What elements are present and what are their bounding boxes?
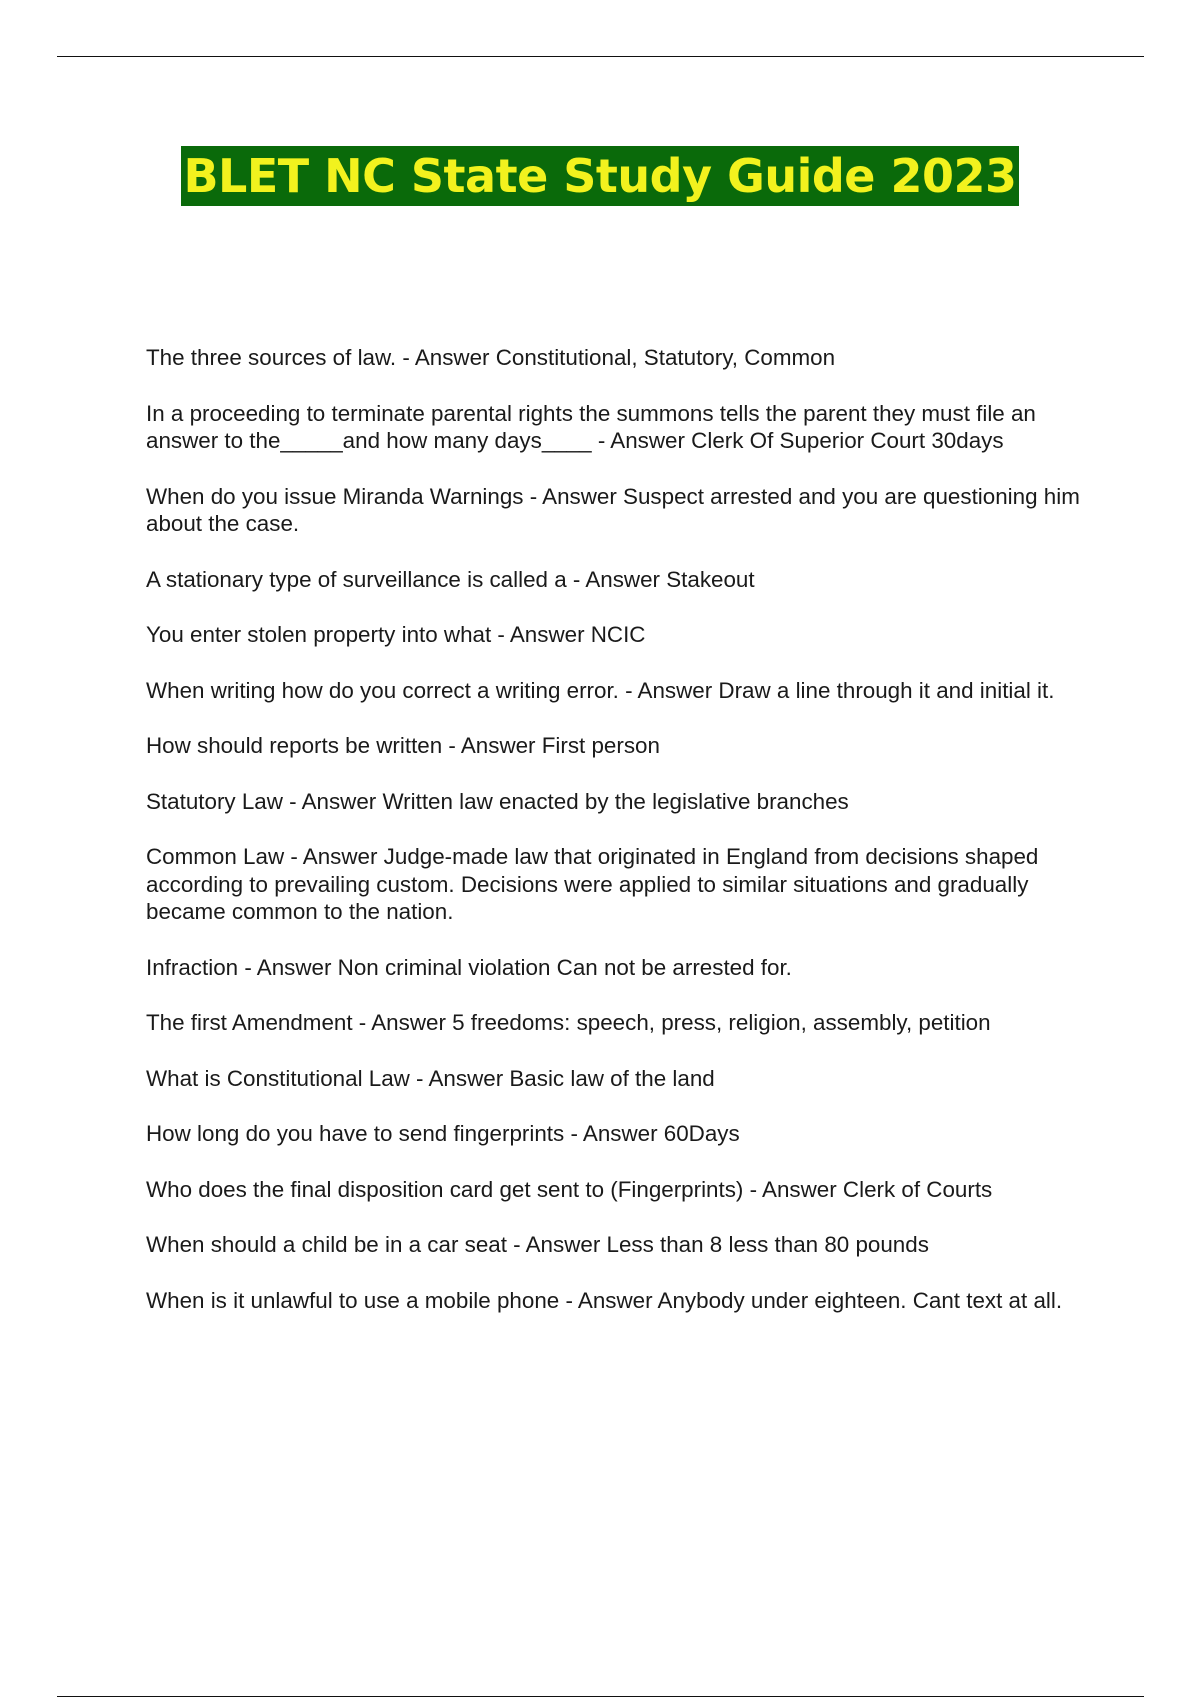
qa-item: How long do you have to send fingerprints - Answer 60Days — [146, 1121, 740, 1146]
qa-item: Statutory Law - Answer Written law enacted by the legislative branches — [146, 788, 849, 814]
study-guide-list — [146, 344, 1101, 1342]
title-container — [0, 146, 1200, 206]
bottom-rule — [57, 1696, 1144, 1697]
qa-item: Infraction - Answer Non criminal violation Can not be arrested for. — [146, 954, 792, 980]
qa-item: The three sources of law. - Answer Constitutional, Statutory, Common — [146, 345, 836, 370]
qa-item: What is Constitutional Law - Answer Basic law of the land — [146, 1065, 715, 1091]
qa-item: A stationary type of surveillance is called a - Answer Stakeout — [146, 566, 755, 592]
qa-item: When do you issue Miranda Warnings - Answer Suspect arrested and you are questioning him about the case. — [146, 483, 1080, 536]
qa-item: When writing how do you correct a writing error. - Answer Draw a line through it and initial it. — [146, 677, 1055, 703]
qa-item: In a proceeding to terminate parental rights the summons tells the parent they must file an answer to the_____and how many days____ - Answer Clerk Of Superior Court 30days — [146, 400, 1036, 453]
qa-item: How should reports be written - Answer First person — [146, 733, 660, 758]
top-rule — [57, 56, 1144, 57]
qa-item: When is it unlawful to use a mobile phone - Answer Anybody under eighteen. Cant text at all. — [146, 1287, 1063, 1313]
qa-item: Who does the final disposition card get sent to (Fingerprints) - Answer Clerk of Courts — [146, 1176, 993, 1202]
qa-item: Common Law - Answer Judge-made law that originated in England from decisions shaped according to prevailing custom. Decisions were applied to similar situations and gradually became common to the nation. — [146, 844, 1039, 924]
qa-item: The first Amendment - Answer 5 freedoms: speech, press, religion, assembly, petition — [146, 1010, 991, 1035]
qa-item: You enter stolen property into what - Answer NCIC — [146, 622, 646, 647]
document-title: BLET NC State Study Guide 2023 — [181, 146, 1018, 206]
qa-item: When should a child be in a car seat - Answer Less than 8 less than 80 pounds — [146, 1232, 929, 1257]
